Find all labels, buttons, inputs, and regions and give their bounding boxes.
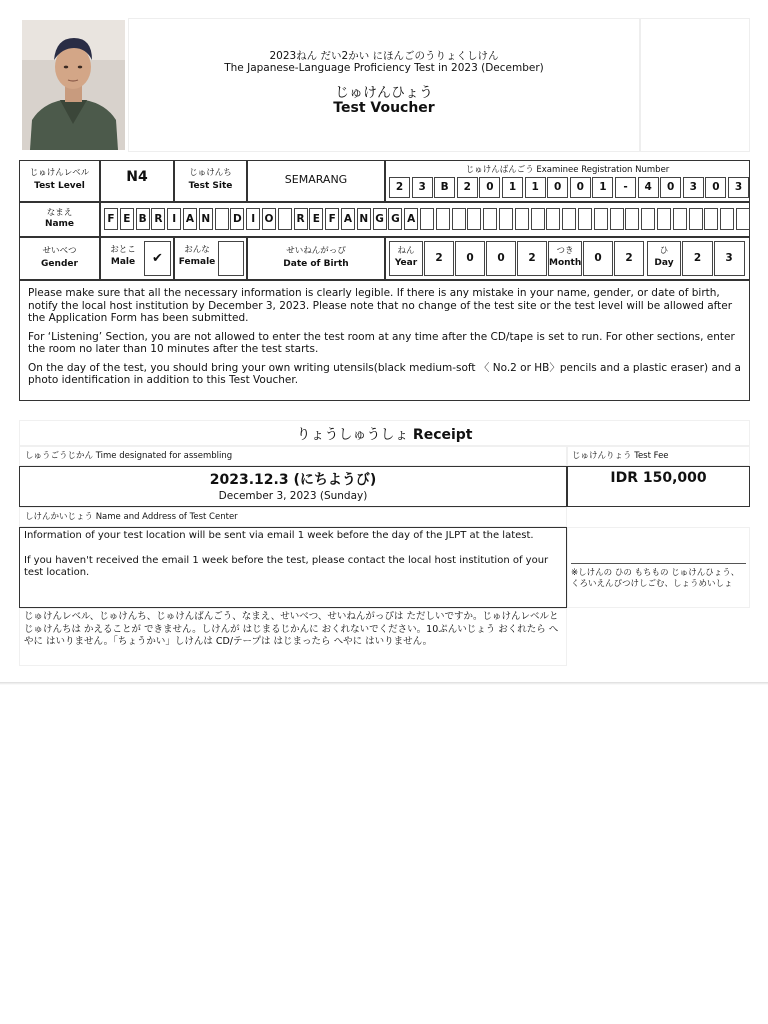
day-label-jp: ひ (659, 246, 669, 256)
test-center-info-2: If you haven't received the email 1 week before the test, please contact the local host institution of your test location. (24, 554, 549, 578)
test-site-label-en: Test Site (188, 181, 233, 191)
name-letter-box (625, 208, 639, 230)
registration-digit-box: 4 (638, 177, 659, 198)
assembly-date-main: 2023.12.3 (にちようび) (209, 472, 377, 488)
test-fee-label: じゅけんりょう Test Fee (567, 446, 750, 466)
assembly-time-label: しゅうごうじかん Time designated for assembling (19, 446, 567, 466)
belongings-box (567, 527, 750, 608)
name-letter-box (420, 208, 434, 230)
instruction-paragraph-2: For ‘Listening’ Section, you are not allowed to enter the test room at any time after the CD/tape is set to run. For other sections, enter the room no later than 10 minutes after the test starts. (28, 330, 735, 355)
name-letter-box: F (325, 208, 339, 230)
month-label-en: Month (549, 258, 582, 268)
name-letter-box (704, 208, 718, 230)
name-letter-box: I (246, 208, 260, 230)
name-letter-box (499, 208, 513, 230)
year-label-jp: ねん (397, 246, 415, 256)
female-label-en: Female (178, 257, 216, 267)
name-letter-box: A (404, 208, 418, 230)
test-title-japanese: 2023ねん だい2かい にほんごのうりょくしけん (269, 50, 499, 62)
dob-label-cell (247, 237, 385, 280)
test-site-label-cell (174, 160, 247, 202)
header-blank-box (640, 18, 750, 152)
registration-digit-box: 3 (683, 177, 704, 198)
name-letter-box (689, 208, 703, 230)
name-letter-box: E (120, 208, 134, 230)
registration-digit-box: 3 (412, 177, 433, 198)
name-letter-box: I (167, 208, 181, 230)
name-letter-box (720, 208, 734, 230)
name-letter-box (641, 208, 655, 230)
female-cell (174, 237, 247, 280)
gender-label-cell (19, 237, 100, 280)
name-letter-box: A (341, 208, 355, 230)
name-label-cell (19, 202, 100, 237)
assembly-date-cell (19, 466, 567, 507)
male-cell (100, 237, 174, 280)
name-letter-box: N (357, 208, 371, 230)
instruction-paragraph-3: On the day of the test, you should bring your own writing utensils(black medium-soft 〈 No.2 or HB〉pencils and a plastic eraser) and a photo identification in addition to this Test Voucher. (28, 361, 741, 386)
registration-digit-box: B (434, 177, 455, 198)
belongings-note: ※しけんの ひの もちもの じゅけんひょう、くろいえんぴつけしごむ、しょうめいしょ (571, 568, 740, 589)
female-label-jp: おんな (184, 245, 210, 255)
name-letter-box (736, 208, 750, 230)
belongings-divider (571, 563, 746, 564)
registration-digit-box: 3 (728, 177, 749, 198)
name-letter-box: O (262, 208, 276, 230)
name-letter-box: B (136, 208, 150, 230)
name-letter-box: G (388, 208, 402, 230)
test-level-label-jp: じゅけんレベル (29, 168, 90, 178)
gender-label-jp: せいべつ (42, 246, 77, 256)
dob-label-en: Date of Birth (283, 259, 349, 269)
month-label (548, 241, 582, 276)
year-digit-box: 2 (424, 241, 454, 276)
registration-digit-box: 0 (705, 177, 726, 198)
registration-digit-box: 2 (457, 177, 478, 198)
name-label-en: Name (44, 219, 75, 229)
year-digit-box: 0 (455, 241, 485, 276)
examinee-photo (22, 20, 125, 150)
dob-label-jp: せいねんがっぴ (286, 246, 346, 256)
name-letter-box (436, 208, 450, 230)
test-center-info-1: Information of your test location will be sent via email 1 week before the day of the JLPT at the latest. (24, 530, 534, 541)
name-letter-box (594, 208, 608, 230)
day-label (647, 241, 681, 276)
male-label-en: Male (110, 257, 136, 267)
name-letter-box (610, 208, 624, 230)
name-letter-box: A (183, 208, 197, 230)
name-letter-box: R (294, 208, 308, 230)
name-letter-box (452, 208, 466, 230)
female-checkbox[interactable] (218, 241, 244, 276)
voucher-title-japanese: じゅけんひょう (335, 85, 433, 101)
name-letter-box (531, 208, 545, 230)
test-site-value: SEMARANG (247, 160, 385, 202)
name-letter-box (562, 208, 576, 230)
year-digit-box: 2 (517, 241, 547, 276)
month-digit-box: 2 (614, 241, 644, 276)
registration-digit-box: 2 (389, 177, 410, 198)
name-label-jp: なまえ (46, 208, 73, 218)
test-level-label-en: Test Level (34, 181, 85, 191)
test-level-label-cell (19, 160, 100, 202)
name-letter-box (467, 208, 481, 230)
test-site-label-jp: じゅけんち (189, 168, 232, 178)
voucher-title-english: Test Voucher (333, 100, 435, 116)
receipt-title-en: Receipt (412, 427, 473, 443)
test-level-value: N4 (100, 160, 174, 202)
name-letter-box: D (230, 208, 244, 230)
receipt-title-jp: りょうしゅうしょ (296, 427, 409, 443)
name-letter-box (483, 208, 497, 230)
month-digit-box: 0 (583, 241, 613, 276)
test-fee-value: IDR 150,000 (567, 466, 750, 507)
name-letter-box (546, 208, 560, 230)
test-center-label: しけんかいじょう Name and Address of Test Center (19, 507, 567, 527)
name-letter-box: N (199, 208, 213, 230)
year-digit-box: 0 (486, 241, 516, 276)
name-letter-box (215, 208, 229, 230)
registration-digit-box: 1 (525, 177, 546, 198)
month-label-jp: つき (556, 246, 574, 256)
instructions-box (19, 280, 750, 401)
japanese-notice: じゅけんレベル、じゅけんち、じゅけんばんごう、なまえ、せいべつ、せいねんがっぴは ただしいですか。じゅけんレベルとじゅけんちは かえることが できません。しけんが はじまるじかんに おくれないでください。10ぷんいじょう おくれたら へやに はいりません。「ちょうかい」しけんは CD/テープは はじまったら へやに はいりません。 (19, 608, 567, 666)
registration-digit-box: 0 (570, 177, 591, 198)
registration-digit-box: 0 (660, 177, 681, 198)
name-letter-box (673, 208, 687, 230)
name-letter-box (278, 208, 292, 230)
day-digit-box: 3 (714, 241, 745, 276)
instruction-paragraph-1: Please make sure that all the necessary information is clearly legible. If there is any mistake in your name, gender, or date of birth, notify the local host institution by December 3, 2023. Please note that no change of the test site or the test level will be allowed after the Application Form has been submitted. (28, 287, 733, 324)
gender-label-en: Gender (41, 259, 78, 269)
test-center-info (19, 527, 567, 608)
year-label-en: Year (394, 258, 418, 268)
name-letter-box: G (373, 208, 387, 230)
registration-number-label: じゅけんばんごう Examinee Registration Number (465, 165, 670, 175)
name-letter-box (657, 208, 671, 230)
name-letter-box: E (309, 208, 323, 230)
name-letter-box: F (104, 208, 118, 230)
name-letter-box: R (151, 208, 165, 230)
male-label-jp: おとこ (110, 245, 136, 255)
test-title-english: The Japanese-Language Proficiency Test in 2023 (December) (224, 62, 544, 74)
day-label-en: Day (654, 258, 674, 268)
registration-digit-box: 0 (479, 177, 500, 198)
registration-digit-box: 1 (592, 177, 613, 198)
registration-digit-box: - (615, 177, 636, 198)
day-digit-box: 2 (682, 241, 713, 276)
year-label (389, 241, 423, 276)
assembly-date-sub: December 3, 2023 (Sunday) (218, 490, 368, 502)
receipt-title (19, 420, 750, 446)
name-letter-box (578, 208, 592, 230)
registration-digit-box: 0 (547, 177, 568, 198)
registration-digit-box: 1 (502, 177, 523, 198)
name-letter-box (515, 208, 529, 230)
male-checkbox[interactable]: ✔ (144, 241, 171, 276)
